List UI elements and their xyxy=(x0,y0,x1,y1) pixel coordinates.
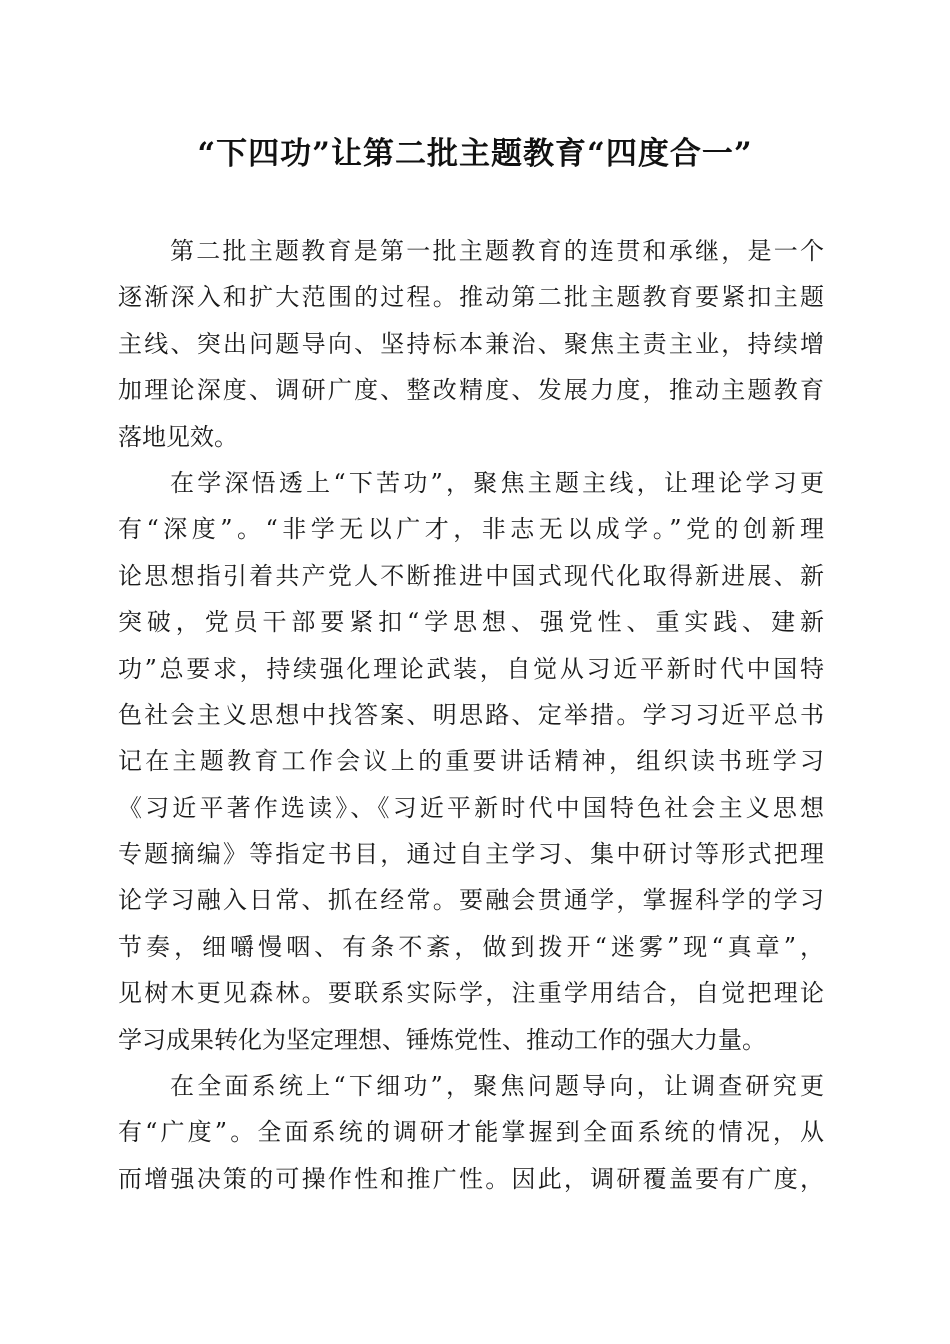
paragraph-2-line-10: 论学习融入日常、抓在经常。要融会贯通学，掌握科学的学习 xyxy=(118,886,824,915)
paragraph-2-line-13: 学习成果转化为坚定理想、锤炼党性、推动工作的强大力量。 xyxy=(118,1025,766,1054)
paragraph-2-line-11: 节奏，细嚼慢咽、有条不紊，做到拨开“迷雾”现“真章”， xyxy=(118,932,824,961)
paragraph-2-line-4: 突破，党员干部要紧扣“学思想、强党性、重实践、建新 xyxy=(118,608,824,637)
document-title: “下四功”让第二批主题教育“四度合一” xyxy=(197,136,753,172)
paragraph-2-line-8: 《习近平著作选读》、《习近平新时代中国特色社会主义思想 xyxy=(118,793,824,822)
paragraph-2-line-5: 功”总要求，持续强化理论武装，自觉从习近平新时代中国特 xyxy=(118,654,824,683)
paragraph-2-line-7: 记在主题教育工作会议上的重要讲话精神，组织读书班学习 xyxy=(118,747,824,776)
paragraph-1-line-3: 主线、突出问题导向、坚持标本兼治、聚焦主责主业，持续增 xyxy=(118,329,824,358)
paragraph-1-line-2: 逐渐深入和扩大范围的过程。推动第二批主题教育要紧扣主题 xyxy=(118,283,824,312)
paragraph-3-line-2: 有“广度”。全面系统的调研才能掌握到全面系统的情况，从 xyxy=(118,1118,824,1147)
paragraph-1-line-5: 落地见效。 xyxy=(118,422,238,451)
document-body xyxy=(118,228,824,1202)
paragraph-3-line-1: 在全面系统上“下细功”，聚焦问题导向，让调查研究更 xyxy=(170,1072,824,1101)
paragraph-1-line-1: 第二批主题教育是第一批主题教育的连贯和承继，是一个 xyxy=(170,237,824,265)
paragraph-2-line-3: 论思想指引着共产党人不断推进中国式现代化取得新进展、新 xyxy=(118,561,824,590)
paragraph-2-line-1: 在学深悟透上“下苦功”，聚焦主题主线，让理论学习更 xyxy=(170,468,824,497)
paragraph-3-line-3: 而增强决策的可操作性和推广性。因此，调研覆盖要有广度， xyxy=(118,1164,824,1193)
paragraph-2-line-6: 色社会主义思想中找答案、明思路、定举措。学习习近平总书 xyxy=(118,700,824,729)
paragraph-1-line-4: 加理论深度、调研广度、整改精度、发展力度，推动主题教育 xyxy=(118,376,824,405)
paragraph-2-line-12: 见树木更见森林。要联系实际学，注重学用结合，自觉把理论 xyxy=(118,979,824,1008)
paragraph-2-line-2: 有“深度”。“非学无以广才，非志无以成学。”党的创新理 xyxy=(118,515,824,544)
paragraph-2-line-9: 专题摘编》等指定书目，通过自主学习、集中研讨等形式把理 xyxy=(118,840,824,869)
